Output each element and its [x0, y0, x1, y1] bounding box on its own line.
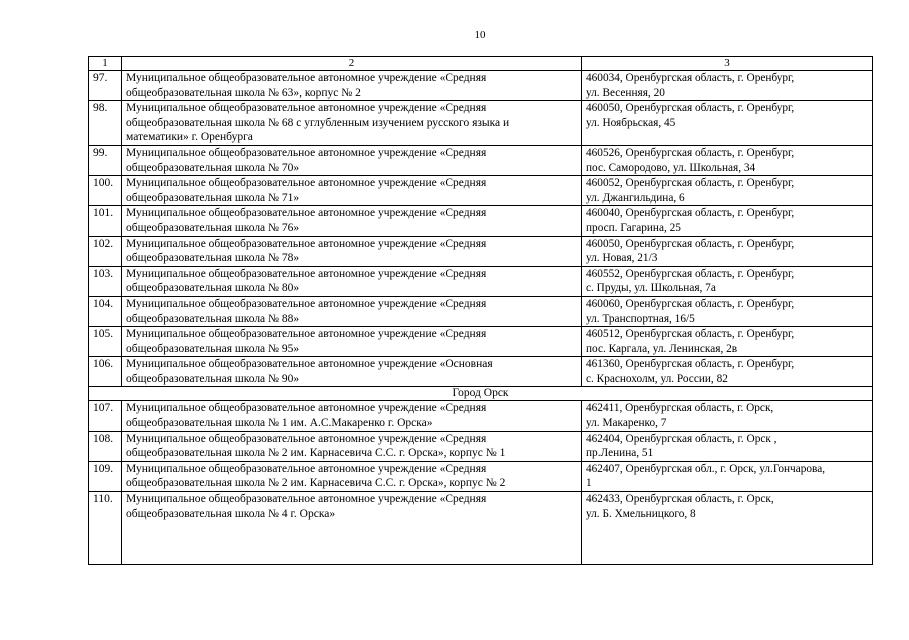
school-address-line: 462433, Оренбургская область, г. Орск, [586, 493, 774, 506]
school-address-line: 460034, Оренбургская область, г. Оренбург, [586, 72, 795, 84]
school-address-cell [582, 101, 873, 146]
school-name-line: Муниципальное общеобразовательное автономное учреждение «Средняя [126, 267, 487, 280]
school-name-cell [122, 101, 582, 146]
table-row [89, 401, 873, 431]
table-row [89, 176, 873, 206]
school-name-line: общеобразовательная школа № 2 им. Карнасевича С.С. г. Орска», корпус № 2 [126, 477, 506, 490]
school-name-cell [122, 461, 582, 491]
school-address-line: 460060, Оренбургская область, г. Оренбург, [586, 297, 795, 310]
school-address-line: 462407, Оренбургская обл., г. Орск, ул.Гончарова, [586, 462, 826, 475]
row-number: 108. [89, 431, 122, 461]
row-number: 107. [89, 401, 122, 431]
school-name-line: общеобразовательная школа № 2 им. Карнасевича С.С. г. Орска», корпус № 1 [126, 447, 506, 460]
table-row [89, 236, 873, 266]
school-address-cell [582, 357, 873, 387]
table-body-orenburg [89, 71, 873, 387]
school-name-line: общеобразовательная школа № 63», корпус № 2 [126, 86, 361, 99]
school-name-cell [122, 327, 582, 357]
table-row [89, 327, 873, 357]
table-section [89, 387, 873, 401]
row-number: 99. [89, 145, 122, 175]
school-address-cell [582, 296, 873, 326]
school-name-cell [122, 71, 582, 101]
table-body-orsk [89, 401, 873, 565]
school-address-line: 1 [586, 477, 592, 490]
school-name-line: Муниципальное общеобразовательное автономное учреждение «Средняя [126, 402, 487, 415]
school-name-cell [122, 296, 582, 326]
table-row [89, 431, 873, 461]
school-address-cell [582, 176, 873, 206]
table-row [89, 145, 873, 175]
column-header-name: 2 [122, 57, 582, 71]
school-name-line: общеобразовательная школа № 95» [126, 342, 300, 355]
school-address-cell [582, 145, 873, 175]
school-name-line: общеобразовательная школа № 90» [126, 372, 300, 385]
row-number: 97. [89, 71, 122, 101]
school-address-cell [582, 206, 873, 236]
row-number: 110. [89, 492, 122, 565]
school-address-line: 460050, Оренбургская область, г. Оренбург, [586, 102, 795, 115]
school-name-line: математики» г. Оренбурга [126, 131, 253, 144]
school-name-line: общеобразовательная школа № 88» [126, 312, 300, 325]
school-address-line: 462411, Оренбургская область, г. Орск, [586, 402, 774, 415]
school-address-line: 460052, Оренбургская область, г. Оренбург, [586, 177, 795, 190]
table-row [89, 101, 873, 146]
column-header-address: 3 [582, 57, 873, 71]
school-name-cell [122, 401, 582, 431]
school-address-line: 460512, Оренбургская область, г. Оренбург, [586, 328, 795, 341]
school-address-line: с. Краснохолм, ул. России, 82 [586, 372, 728, 385]
school-address-line: ул. Новая, 21/3 [586, 252, 658, 265]
school-address-line: 460050, Оренбургская область, г. Оренбург, [586, 237, 795, 250]
school-name-cell [122, 492, 582, 565]
table-row [89, 492, 873, 565]
row-number: 102. [89, 236, 122, 266]
school-name-cell [122, 431, 582, 461]
school-name-line: Муниципальное общеобразовательное автономное учреждение «Средняя [126, 146, 487, 159]
school-address-cell [582, 266, 873, 296]
school-name-line: Муниципальное общеобразовательное автономное учреждение «Средняя [126, 432, 487, 445]
school-name-line: общеобразовательная школа № 76» [126, 221, 300, 234]
school-address-line: 460040, Оренбургская область, г. Оренбург, [586, 207, 795, 220]
school-name-line: общеобразовательная школа № 1 им. А.С.Макаренко г. Орска» [126, 417, 433, 430]
school-address-line: ул. Весенняя, 20 [586, 86, 665, 99]
school-name-line: Муниципальное общеобразовательное автономное учреждение «Основная [126, 358, 493, 371]
school-address-line: пос. Каргала, ул. Ленинская, 2в [586, 342, 738, 355]
school-address-line: ул. Ноябрьская, 45 [586, 116, 676, 129]
school-name-line: общеобразовательная школа № 70» [126, 161, 300, 174]
school-name-line: Муниципальное общеобразовательное автономное учреждение «Средняя [126, 72, 487, 84]
school-name-line: Муниципальное общеобразовательное автономное учреждение «Средняя [126, 462, 487, 475]
table-row [89, 206, 873, 236]
row-number: 98. [89, 101, 122, 146]
table-header-row [89, 57, 873, 71]
school-name-line: Муниципальное общеобразовательное автономное учреждение «Средняя [126, 297, 487, 310]
table-row [89, 266, 873, 296]
section-title: Город Орск [89, 387, 873, 401]
school-name-cell [122, 145, 582, 175]
school-address-line: 462404, Оренбургская область, г. Орск , [586, 432, 777, 445]
section-row [89, 387, 873, 401]
column-header-number: 1 [89, 57, 122, 71]
table-row [89, 71, 873, 101]
school-name-line: общеобразовательная школа № 4 г. Орска» [126, 507, 336, 520]
school-name-line: Муниципальное общеобразовательное автономное учреждение «Средняя [126, 177, 487, 190]
school-address-line: пр.Ленина, 51 [586, 447, 654, 460]
school-name-line: общеобразовательная школа № 78» [126, 252, 300, 265]
school-name-line: Муниципальное общеобразовательное автономное учреждение «Средняя [126, 328, 487, 341]
school-address-line: ул. Макаренко, 7 [586, 417, 667, 430]
row-number: 103. [89, 266, 122, 296]
school-address-cell [582, 236, 873, 266]
school-address-line: с. Пруды, ул. Школьная, 7а [586, 282, 716, 295]
school-name-line: общеобразовательная школа № 80» [126, 282, 300, 295]
table-row [89, 357, 873, 387]
school-address-cell [582, 492, 873, 565]
school-address-cell [582, 71, 873, 101]
school-name-cell [122, 206, 582, 236]
school-name-line: Муниципальное общеобразовательное автономное учреждение «Средняя [126, 493, 487, 506]
row-number: 109. [89, 461, 122, 491]
school-address-cell [582, 327, 873, 357]
row-number: 100. [89, 176, 122, 206]
page-number: 10 [474, 29, 486, 41]
school-address-line: ул. Транспортная, 16/5 [586, 312, 695, 325]
row-number: 105. [89, 327, 122, 357]
school-name-cell [122, 266, 582, 296]
school-name-cell [122, 357, 582, 387]
school-address-cell [582, 431, 873, 461]
row-number: 104. [89, 296, 122, 326]
school-address-line: просп. Гагарина, 25 [586, 221, 681, 234]
school-address-line: ул. Джангильдина, 6 [586, 191, 685, 204]
table-row [89, 296, 873, 326]
row-number: 106. [89, 357, 122, 387]
school-address-line: ул. Б. Хмельницкого, 8 [586, 507, 696, 520]
school-name-line: Муниципальное общеобразовательное автономное учреждение «Средняя [126, 102, 487, 115]
school-name-line: общеобразовательная школа № 71» [126, 191, 300, 204]
row-number: 101. [89, 206, 122, 236]
school-name-line: общеобразовательная школа № 68 с углубленным изучением русского языка и [126, 116, 510, 129]
school-name-line: Муниципальное общеобразовательное автономное учреждение «Средняя [126, 237, 487, 250]
schools-table [88, 56, 873, 565]
school-name-cell [122, 176, 582, 206]
school-name-line: Муниципальное общеобразовательное автономное учреждение «Средняя [126, 207, 487, 220]
school-address-line: 460526, Оренбургская область, г. Оренбург, [586, 146, 795, 159]
school-address-cell [582, 461, 873, 491]
school-address-cell [582, 401, 873, 431]
table-row [89, 461, 873, 491]
school-address-line: пос. Самородово, ул. Школьная, 34 [586, 161, 756, 174]
school-name-cell [122, 236, 582, 266]
school-address-line: 461360, Оренбургская область, г. Оренбург, [586, 358, 795, 371]
school-address-line: 460552, Оренбургская область, г. Оренбург, [586, 267, 795, 280]
